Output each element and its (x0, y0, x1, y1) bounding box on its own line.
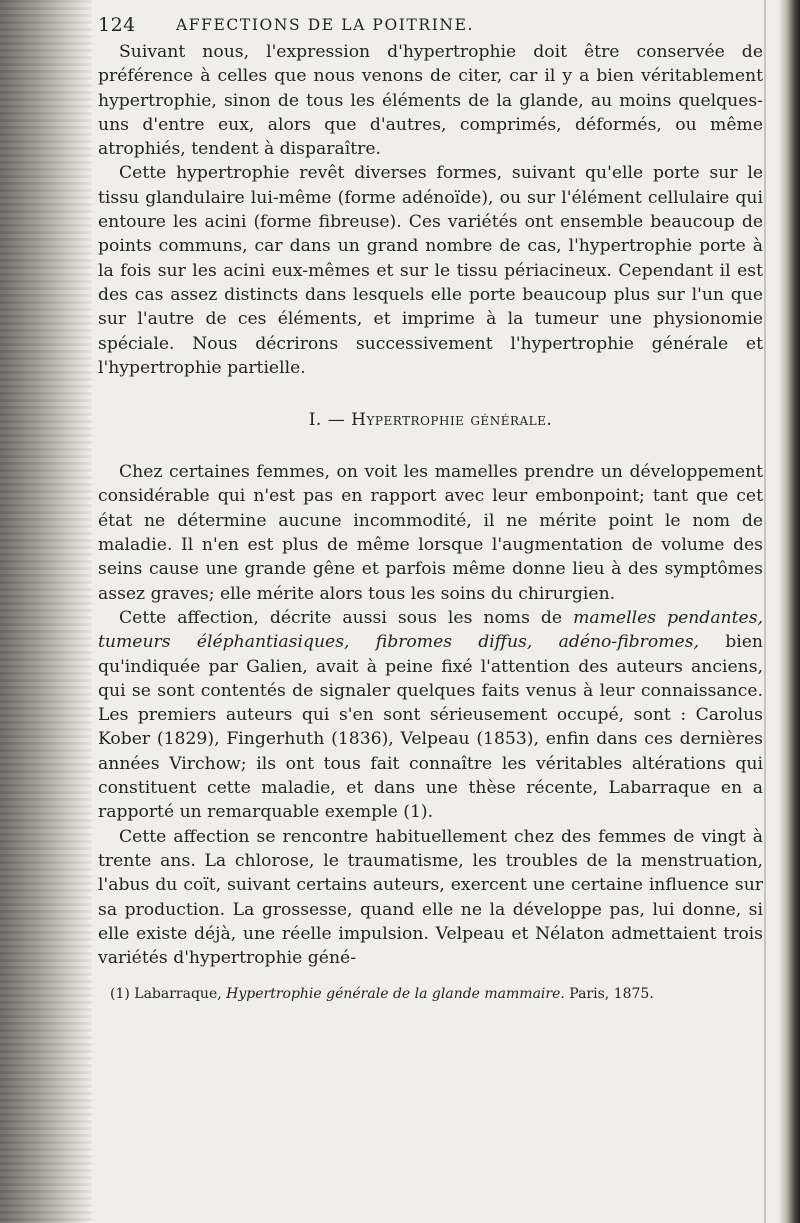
intro-text (98, 40, 763, 380)
paragraph: Suivant nous, l'expression d'hypertrophie doit être conservée de préférence à celles que nous venons de citer, car il y a bien véritablement hypertrophie, sinon de tous les éléments de la glande, au moins quelques-uns d'entre eux, alors que d'autres, comprimés, déformés, ou même atrophiés, tendent à disparaître. (98, 42, 763, 160)
running-title: AFFECTIONS DE LA POITRINE. (176, 16, 475, 34)
italic-run: mamelles pendantes, tumeurs éléphantiasiques, fibromes diffus, adéno-fibromes, (98, 607, 763, 653)
footnote (98, 984, 763, 1004)
paragraph: Chez certaines femmes, on voit les mamelles prendre un développement considérable qui n'est pas en rapport avec leur embonpoint; tant que cet état ne détermine aucune incommodité, il ne mérite point le nom de maladie. Il n'en est plus de même lorsque l'augmentation de volume des seins cause une grande gêne et parfois même donne lieu à des symptômes assez graves; elle mérite alors tous les soins du chirurgien. (98, 462, 763, 604)
scan-right-edge (778, 0, 800, 1223)
section-title: Hypertrophie générale. (351, 410, 553, 431)
section-numeral: I. — (308, 410, 346, 431)
page-number: 124 (98, 14, 136, 36)
scan-fold-line (764, 0, 766, 1223)
footnote-imprint: Paris, 1875. (569, 986, 654, 1003)
paragraph (98, 606, 763, 825)
text-run: Cette affection, décrite aussi sous les noms de (119, 607, 563, 628)
page-content (98, 6, 763, 1004)
paragraph: Cette affection se rencontre habituellement chez des femmes de vingt à trente ans. La chlorose, le traumatisme, les troubles de la menstruation, l'abus du coït, suivant certains auteurs, exercent une certaine influence sur sa production. La grossesse, quand elle ne la développe pas, lui donne, si elle existe déjà, une réelle impulsion. Velpeau et Nélaton admettaient trois variétés d'hypertrophie géné- (98, 826, 763, 969)
running-head (98, 6, 763, 40)
footnote-author: (1) Labarraque, (110, 986, 222, 1003)
section-text (98, 460, 763, 970)
paragraph: Cette hypertrophie revêt diverses formes, suivant qu'elle porte sur le tissu glandulaire lui-même (forme adénoïde), ou sur l'élément cellulaire qui entoure les acini (forme fibreuse). Ces variétés ont ensemble beaucoup de points communs, car dans un grand nombre de cas, l'hypertrophie porte à la fois sur les acini eux-mêmes et sur le tissu périacineux. Cependant il est des cas assez distincts dans lesquels elle porte beaucoup plus sur l'un que sur l'autre de ces éléments, et imprime à la tumeur une physionomie spéciale. Nous décrirons successivement l'hypertrophie générale et l'hypertrophie partielle. (98, 163, 763, 378)
section-heading (98, 410, 763, 430)
scan-left-margin (0, 0, 92, 1223)
text-run: bien qu'indiquée par Galien, avait à peine fixé l'attention des auteurs anciens, qui se sont contentés de signaler quelques faits venus à leur connaissance. Les premiers auteurs qui s'en sont sérieusement occupé, sont : Carolus Kober (1829), Fingerhuth (1836), Velpeau (1853), enfin dans ces dernières années Virchow; ils ont tous fait connaître les véritables altérations qui constituent cette maladie, et dans une thèse récente, Labarraque en a rapporté un remarquable exemple (1). (98, 632, 763, 823)
footnote-title: Hypertrophie générale de la glande mammaire. (226, 986, 565, 1003)
